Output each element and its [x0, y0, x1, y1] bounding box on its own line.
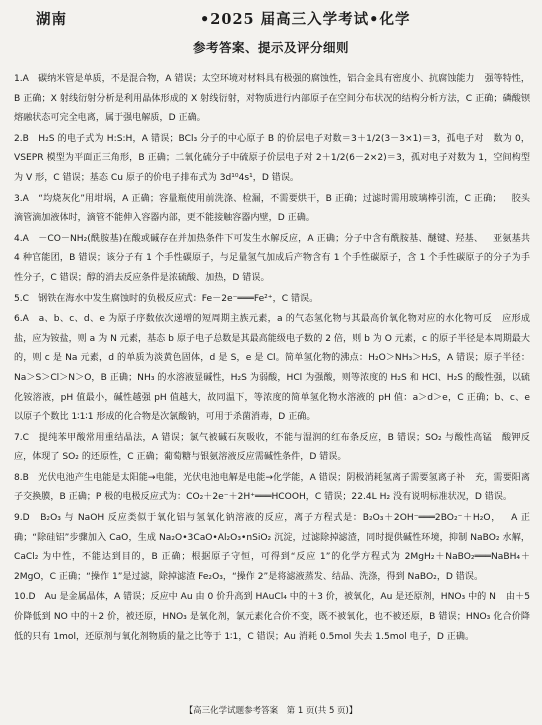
answer-text: 8.B 光伏电池产生电能是太阳能→电能，光伏电池电解是电能→化学能，A 错误；阴极消耗氢离子需要氢离子补 — [14, 472, 466, 483]
header — [0, 8, 542, 34]
answer-item — [14, 290, 530, 310]
answer-continuation: 由＋5 价降低到 NO 中的＋2 价，被还原，HNO₃ 是氧化剂，氯元素化合价不变，既不被氧化，也不被还原，B 错误；HNO₃ 化合价降低的只有 1mol，还原剂与氧化剂物质的量之比等于 1∶1，C 错误；Au 消耗 0.5mol 失去 1.5mol 电子，D 正确。 — [14, 592, 530, 642]
answer-text: 1.A 碳纳米管是单质，不是混合物，A 错误；太空环境对材料具有极强的腐蚀性，铝合金具有密度小、抗腐蚀能力 — [14, 74, 475, 84]
answer-item — [14, 310, 530, 428]
answer-text: 5.C 钢铁在海水中发生腐蚀时的负极反应式：Fe－2e⁻═══Fe²⁺，C 错误。 — [14, 293, 319, 304]
answer-continuation: 胶头滴管滴加液体时，滴管不能伸入容器内部，更不能接触容器内壁，D 正确。 — [14, 193, 530, 224]
exam-title: •2025 届高三入学考试•化学 — [200, 11, 411, 28]
answer-text: 2.B H₂S 的电子式为 H:S:H，A 错误；BCl₃ 分子的中心原子 B 的价层电子对数＝3＋1/2(3－3×1)＝3，孤电子对 — [14, 133, 484, 144]
answer-continuation: 数为 0，VSEPR 模型为平面正三角形，B 正确；二氧化硫分子中硫原子价层电子对 2＋1/2(6－2×2)＝3，孤对电子对数为 1，空间构型为 V 形，C 错误；基态 Cu 原子的价电子排布式为 3d¹⁰4s¹，D 错误。 — [14, 133, 530, 183]
answer-item — [14, 429, 530, 468]
answer-continuation: 酸钾反应，体现了 SO₂ 的还原性，C 正确；葡萄糖与银氨溶液反应需碱性条件，D 错误。 — [14, 432, 530, 463]
answer-item — [14, 70, 530, 129]
answer-continuation: 充，需要阳离子交换膜，B 正确；P 极的电极反应式为：CO₂＋2e⁻＋2H⁺═══HCOOH，C 错误；22.4L H₂ 没有说明标准状况，D 错误。 — [14, 472, 530, 503]
answer-text: 10.D Au 是金属晶体，A 错误；反应中 Au 由 0 价升高到 HAuCl₄ 中的＋3 价，被氧化，Au 是还原剂，HNO₃ 中的 N — [14, 592, 496, 603]
page-footer: 【高三化学试题参考答案 第 1 页(共 5 页)】 — [184, 706, 358, 716]
answer-list — [14, 70, 530, 648]
answer-text: 3.A “均烧灰化”用坩埚，A 正确；容量瓶使用前洗涤、检漏，不需要烘干，B 正确；过滤时需用玻璃棒引流，C 正确； — [14, 193, 502, 204]
answer-text: 9.D B₂O₃ 与 NaOH 反应类似于氧化铝与氢氧化钠溶液的反应，离子方程式是：B₂O₃＋2OH⁻═══2BO₂⁻＋H₂O， — [14, 513, 502, 524]
answer-item — [14, 130, 530, 189]
answer-continuation: 应形成盐，应为铵盐，则 a 为 N 元素，基态 b 原子电子总数是其最高能级电子数的 2 倍，则 b 为 O 元素，c 的原子半径是本周期最大的，则 c 是 Na 元素，d 的单质为淡黄色固体，d 是 S，e 是 Cl。简单氢化物的沸点：H₂O＞NH₃＞H₂S，A 错误；原子半径：Na＞S＞Cl＞N＞O，B 正确；NH₃ 的水溶液显碱性，H₂S 为弱酸，HCl 为强酸，则等浓度的 H₂S 和 HCl、H₂S 的酸性强，以硫化铵溶液，pH 值最小，碱性越强 pH 值越大，故同温下，等浓度的简单氢化物水溶液的 pH 值：a＞d＞e，C 正确；b、c、e 以原子个数比 1∶1∶1 形成的化合物是次氯酸钠，可用于杀菌消毒，D 正确。 — [14, 314, 530, 423]
answer-item — [14, 509, 530, 587]
answer-item — [14, 190, 530, 229]
answer-item — [14, 230, 530, 289]
answer-item — [14, 588, 530, 647]
answer-text: 4.A －CO－NH₂(酰胺基)在酸或碱存在并加热条件下可发生水解反应，A 正确；分子中含有酰胺基、醚键、羟基、 — [14, 233, 484, 244]
answer-text: 7.C 提纯苯甲酸常用重结晶法，A 错误；氯气被碱石灰吸收，不能与湿润的红布条反应，B 错误；SO₂ 与酸性高锰 — [14, 432, 493, 443]
answer-continuation: 强等特性，B 正确；X 射线衍射分析是利用晶体形成的 X 射线衍射，对物质进行内部原子在空间分布状况的结构分析方法，C 正确；磷酸钡熔融状态可完全电离，属于强电解质，D 正确。 — [14, 74, 530, 124]
answer-continuation: A 正确；“除硅铝”步骤加入 CaO，生成 Na₂O•3CaO•Al₂O₃•nSiO₂ 沉淀，过滤除掉滤渣，同时提供碱性环境，抑制 NaBO₂ 水解，CaCl₂ 为中性，不能达到目的，B 正确；根据原子守恒，可得到“反应 1”的化学方程式为 2MgH₂＋NaBO₂═══NaBH₄＋2MgO，C 正确；“操作 1”是过滤，除掉滤渣 Fe₂O₃，“操作 2”是将滤液蒸发、结晶、洗涤，得到 NaBO₂，D 错误。 — [14, 513, 530, 582]
answer-continuation — [318, 294, 328, 304]
province-label: 湖南 — [36, 11, 67, 28]
answer-text: 6.A a、b、c、d、e 为原子序数依次递增的短周期主族元素，a 的气态氢化物与其最高价氧化物对应的水化物可反 — [14, 314, 493, 325]
answer-item — [14, 469, 530, 508]
answer-continuation: 亚氨基共 4 种官能团，B 错误；该分子有 1 个手性碳原子，与足量氢气加成后产物含有 1 个手性碳原子，含 1 个手性碳原子的分子为手性分子，C 错误；醇的消去反应条件是浓硫酸、加热，D 错误。 — [14, 233, 530, 283]
page-subtitle: 参考答案、提示及评分细则 — [192, 40, 349, 55]
